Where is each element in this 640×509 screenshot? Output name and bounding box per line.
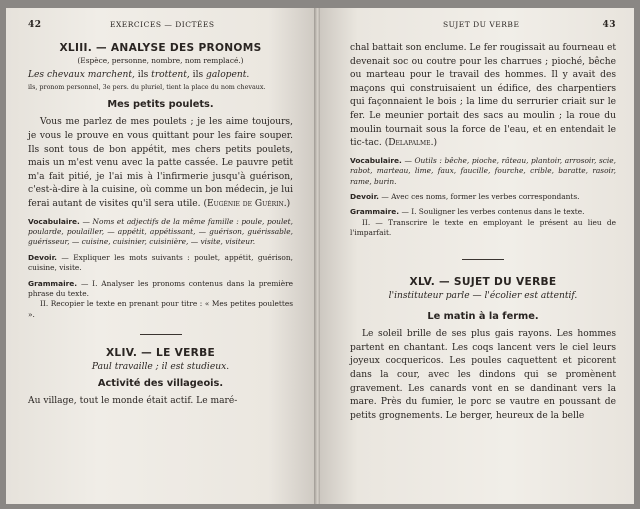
grammaire-44-part2: II. — Transcrire le texte en employant le présent au lieu de l'imparfait. — [350, 217, 616, 238]
vocabulary-43: Vocabulaire. — Noms et adjectifs de la même famille : poule, poulet, poularde, poulailler, — appétit, appétissant, — guérison, guérissable, guérisseur, — cuisine, cuisinier, cuisinière, — visite, visiteur. — [28, 216, 293, 247]
left-running-header — [28, 20, 293, 30]
left-page-number: 42 — [28, 20, 42, 30]
section-45-title: XLV. — SUJET DU VERBE — [409, 275, 557, 288]
grammaire-44: Grammaire. — I. Souligner les verbes contenus dans le texte. — [350, 207, 585, 217]
right-page — [320, 8, 634, 504]
vocabulary-44: Vocabulaire. — Outils : bêche, pioche, râteau, plantoir, arrosoir, scie, rabot, marteau, lime, faux, faucille, fourche, crible, baratte, rasoir, rame, burin. — [350, 155, 616, 186]
reading-text-poulets: Vous me parlez de mes poulets ; je les aime toujours, je vous le prouve en vous quittant pour les faire souper. Ils sont tous de bon appétit, mes chers petits poulets, mais un m'est venu avec la patte cassée. Le pauvre petit m'a fait pitié, je l'ai mis à l'infirmerie jusqu'à guérison, c'est-à-dire à la cuisine, où comme un bon médecin, je lui ferai autant de visites qu'il sera utile. (Eugénie de Guérin.) — [28, 117, 293, 209]
right-running-header — [350, 20, 616, 30]
reading-title-poulets: Mes petits poulets. — [107, 99, 214, 111]
grammaire-43: Grammaire. — I. Analyser les pronoms contenus dans la première phrase du texte. — [28, 278, 293, 298]
grammaire-43-part2: II. Recopier le texte en prenant pour titre : « Mes petites poulettes ». — [28, 299, 293, 319]
devoir-44: Devoir. — Avec ces noms, former les verbes correspondants. — [350, 191, 580, 201]
right-page-number: 43 — [602, 20, 616, 30]
reading-title-villageois: Activité des villageois. — [97, 377, 224, 389]
section-43-example: Les chevaux marchent, ils trottent, ils galopent. — [28, 70, 250, 81]
right-running-head: SUJET DU VERBE — [443, 20, 520, 29]
section-divider-right — [462, 259, 504, 260]
reading-text-villageois-continued: chal battait son enclume. Le fer rougissait au fourneau et devenait soc ou coutre pour les charrues ; pioché, bêche ou marteau pour le travail des hommes. Il y avait des maçons qui construisaient un édifice, des charpentiers qui façonnaient le bois ; la lime du serrurier criait sur le fer. Le meunier portait des sacs au moulin ; la roue du moulin tournait sous la force de l'eau, et en entendait le tic-tac. (Delapalme.) — [350, 43, 616, 149]
section-45-example: l'instituteur parle — l'écolier est attentif. — [388, 290, 578, 301]
section-44-title: XLIV. — LE VERBE — [105, 347, 216, 360]
reading-text-ferme: Le soleil brille de ses plus gais rayons. Les hommes partent en chantant. Les coqs lancent vers le ciel leurs joyeux cocquericos. Les poules caquettent et picorent dans la cour, avec les dindons qui se promènent gravement. Les canards vont en se dandinant vers la mare. Près du fumier, le porc se vautre en poussant de petits grognements. Le berger, heureux de la belle — [350, 329, 616, 421]
devoir-43: Devoir. — Expliquer les mots suivants : poulet, appétit, guérison, cuisine, visite. — [28, 252, 293, 273]
section-43-title: XLIII. — ANALYSE DES PRONOMS — [59, 42, 262, 54]
section-divider-left — [140, 334, 182, 335]
reading-title-ferme: Le matin à la ferme. — [427, 311, 539, 323]
section-43-note: ils, pronom personnel, 3e pers. du pluriel, tient la place du nom chevaux. — [28, 83, 266, 91]
section-44-example: Paul travaille ; il est studieux. — [91, 362, 230, 373]
reading-author-delapalme: (Delapalme.) — [384, 138, 438, 149]
reading-author-guerin: (Eugénie de Guérin.) — [203, 198, 291, 209]
section-43-subtitle: (Espèce, personne, nombre, nom remplacé.) — [77, 56, 244, 65]
reading-text-villageois-start: Au village, tout le monde était actif. Le maré- — [28, 395, 238, 406]
left-running-head: EXERCICES — DICTÉES — [109, 20, 215, 29]
left-page — [6, 8, 315, 504]
